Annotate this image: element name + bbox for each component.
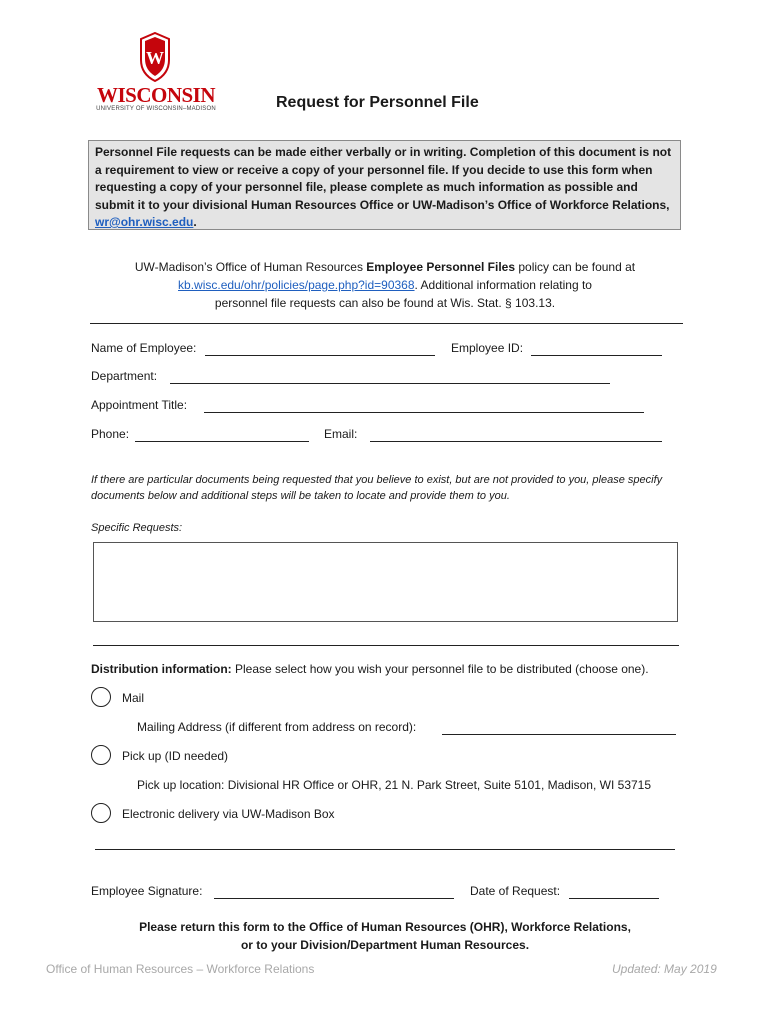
- policy-statute-text: personnel file requests can also be found at Wis. Stat. § 103.13.: [214, 296, 556, 310]
- date-of-request-label: Date of Request:: [470, 884, 561, 898]
- employee-signature-label: Employee Signature:: [91, 884, 203, 898]
- specific-requests-textarea[interactable]: [93, 542, 678, 622]
- mailing-address-field[interactable]: [442, 734, 676, 735]
- appointment-title-field[interactable]: [204, 412, 644, 413]
- policy-text-3: . Additional information relating to: [414, 278, 592, 292]
- svg-text:W: W: [146, 48, 164, 68]
- return-instructions: [90, 918, 680, 954]
- notice-text: Personnel File requests can be made either verbally or in writing. Completion of this document is not a requirement to view or receive a copy of your personnel file. If you decide to use this form when requesting a copy of your personnel file, please complete as much information as possible and submit it to your divisional Human Resources Office or UW-Madison’s Office of Workforce Relations,: [95, 145, 672, 212]
- email-field[interactable]: [370, 441, 662, 442]
- department-label: Department:: [91, 369, 158, 383]
- page-title: Request for Personnel File: [276, 94, 479, 111]
- logo-wordmark: WISCONSIN: [96, 83, 216, 107]
- policy-name: Employee Personnel Files: [366, 260, 516, 274]
- footer-updated: Updated: May 2019: [612, 962, 717, 976]
- footer-office: Office of Human Resources – Workforce Relations: [46, 962, 315, 976]
- divider: [90, 323, 683, 324]
- divider: [93, 645, 679, 646]
- electronic-delivery-label: Electronic delivery via UW-Madison Box: [122, 807, 335, 821]
- notice-box: [88, 140, 681, 230]
- employee-name-field[interactable]: [205, 355, 435, 356]
- crest-icon: [138, 32, 172, 82]
- logo-subtitle: UNIVERSITY OF WISCONSIN–MADISON: [96, 106, 216, 112]
- phone-label: Phone:: [91, 427, 130, 441]
- distribution-heading: [91, 662, 649, 676]
- email-label: Email:: [324, 427, 358, 441]
- appointment-title-label: Appointment Title:: [91, 398, 188, 412]
- policy-text-2: policy can be found at: [515, 260, 636, 274]
- mail-radio[interactable]: [91, 687, 111, 707]
- notice-end: .: [193, 215, 197, 229]
- employee-name-label: Name of Employee:: [91, 341, 197, 355]
- employee-id-field[interactable]: [531, 355, 662, 356]
- employee-signature-field[interactable]: [214, 898, 454, 899]
- distribution-heading-bold: Distribution information:: [91, 662, 232, 676]
- mailing-address-label: Mailing Address (if different from address on record):: [137, 720, 417, 734]
- return-line-1: Please return this form to the Office of Human Resources (OHR), Workforce Relations,: [139, 920, 631, 934]
- distribution-heading-text: Please select how you wish your personnel file to be distributed (choose one).: [231, 662, 649, 676]
- pickup-label: Pick up (ID needed): [122, 749, 229, 763]
- pickup-location-text: Pick up location: Divisional HR Office or OHR, 21 N. Park Street, Suite 5101, Madison, WI 53715: [137, 778, 652, 792]
- specific-requests-label: Specific Requests:: [91, 522, 183, 534]
- electronic-delivery-radio[interactable]: [91, 803, 111, 823]
- policy-link[interactable]: kb.wisc.edu/ohr/policies/page.php?id=90368: [178, 278, 415, 292]
- date-of-request-field[interactable]: [569, 898, 659, 899]
- mail-label: Mail: [122, 691, 145, 705]
- policy-text: UW-Madison’s Office of Human Resources: [134, 260, 367, 274]
- uw-logo: [96, 32, 216, 116]
- department-field[interactable]: [170, 383, 610, 384]
- pickup-radio[interactable]: [91, 745, 111, 765]
- policy-paragraph: [90, 258, 680, 312]
- phone-field[interactable]: [135, 441, 309, 442]
- workforce-relations-email-link[interactable]: wr@ohr.wisc.edu: [95, 215, 194, 229]
- instructions-note: If there are particular documents being requested that you believe to exist, but are not provided to you, please specify documents below and additional steps will be taken to locate and provide them to you.: [91, 474, 663, 502]
- employee-id-label: Employee ID:: [451, 341, 524, 355]
- return-line-2: or to your Division/Department Human Resources.: [240, 938, 530, 952]
- divider: [95, 849, 675, 850]
